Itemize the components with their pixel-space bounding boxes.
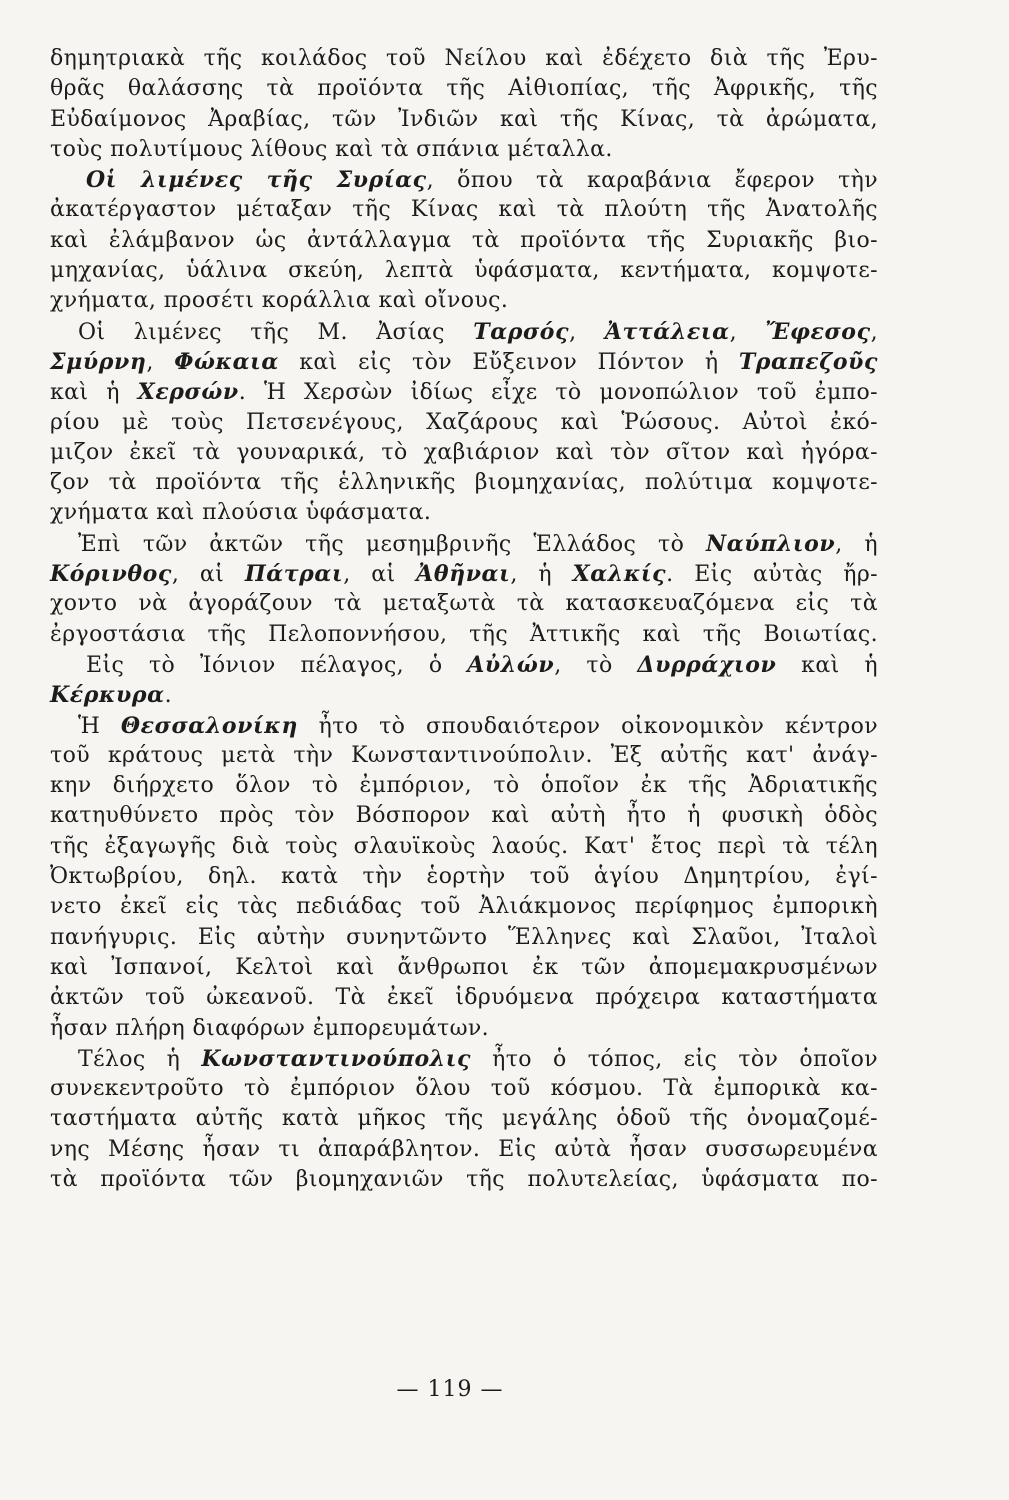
text-run: , xyxy=(569,319,605,345)
place-name: Ἔφεσος xyxy=(765,318,871,345)
text-line xyxy=(50,892,878,922)
text-run: καὶ ἡ xyxy=(776,652,878,678)
text-line xyxy=(50,650,878,680)
page-number: — 119 — xyxy=(396,1377,504,1402)
place-name: Κέρκυρα xyxy=(50,682,165,709)
text-run: Ἐπὶ τῶν ἀκτῶν τῆς μεσημβρινῆς Ἑλλάδος τὸ xyxy=(78,531,707,557)
text-run: καὶ ἡ xyxy=(50,380,138,406)
text-line xyxy=(50,923,878,953)
text-line xyxy=(50,135,878,165)
text-run: ἀκτῶν τοῦ ὠκεανοῦ. Τὰ ἐκεῖ ἱδρυόμενα πρόχειρα καταστήματα xyxy=(50,985,878,1011)
text-run: ἦσαν πλήρη διαφόρων ἐμπορευμάτων. xyxy=(50,1015,490,1041)
text-line xyxy=(50,74,878,104)
text-line xyxy=(50,983,878,1013)
text-run: νης Μέσης ἦσαν τι ἀπαράβλητον. Εἰς αὐτὰ ἦσαν συσσωρευμένα xyxy=(50,1136,878,1162)
text-run: συνεκεντροῦτο τὸ ἐμπόριον ὅλου τοῦ κόσμου. Τὰ ἐμπορικὰ κα- xyxy=(50,1076,878,1102)
text-line xyxy=(50,1104,878,1134)
text-run: δημητριακὰ τῆς κοιλάδος τοῦ Νείλου καὶ ἐδέχετο διὰ τῆς Ἐρυ- xyxy=(50,46,878,71)
text-run: καὶ ἐλάμβανον ὡς ἀντάλλαγμα τὰ προϊόντα τῆς Συριακῆς βιο- xyxy=(50,227,878,253)
text-run: , xyxy=(729,319,766,345)
text-line xyxy=(50,256,878,286)
text-run: , xyxy=(870,319,878,345)
place-name: Ἀθῆναι xyxy=(416,561,511,588)
text-line xyxy=(50,1044,878,1074)
place-name: Χερσών xyxy=(137,379,239,406)
text-run: . xyxy=(164,683,173,709)
text-run: χνήματα, προσέτι κοράλλια καὶ οἴνους. xyxy=(50,288,509,314)
text-run: χοντο νὰ ἀγοράζουν τὰ μεταξωτὰ τὰ κατασκευαζόμενα εἰς τὰ xyxy=(50,591,878,617)
text-line xyxy=(50,953,878,983)
body-text xyxy=(50,44,878,1195)
text-run: , xyxy=(146,349,175,375)
text-line xyxy=(50,832,878,862)
text-run: Οἱ λιμένες τῆς Μ. Ἀσίας xyxy=(78,319,474,345)
text-run: , ὅπου τὰ καραβάνια ἔφερον τὴν xyxy=(426,168,878,194)
text-run: τοὺς πολυτίμους λίθους καὶ τὰ σπάνια μέταλλα. xyxy=(50,136,613,162)
place-name: Δυρράχιον xyxy=(637,651,777,678)
text-line xyxy=(50,741,878,771)
text-run: ἀκατέργαστον μέταξαν τῆς Κίνας καὶ τὰ πλούτη τῆς Ἀνατολῆς xyxy=(50,197,878,223)
text-run: κην διήρχετο ὅλον τὸ ἐμπόριον, τὸ ὁποῖον ἐκ τῆς Ἀδριατικῆς xyxy=(50,773,878,799)
text-run: μιζον ἐκεῖ τὰ γουναρικά, τὸ χαβιάριον καὶ τὸν σῖτον καὶ ἠγόρα- xyxy=(50,439,878,465)
text-line xyxy=(50,771,878,801)
text-run: Ὀκτωβρίου, δηλ. κατὰ τὴν ἑορτὴν τοῦ ἁγίου Δημητρίου, ἐγί- xyxy=(50,864,878,890)
text-run: ταστήματα αὐτῆς κατὰ μῆκος τῆς μεγάλης ὁδοῦ τῆς ὀνομαζομέ- xyxy=(50,1106,878,1132)
text-line xyxy=(50,468,878,498)
text-line xyxy=(50,44,878,74)
text-run: Τέλος ἡ xyxy=(78,1046,202,1072)
text-line xyxy=(50,317,878,347)
place-name: Αὐλών xyxy=(467,651,555,678)
text-run: ζον τὰ προϊόντα τῆς ἑλληνικῆς βιομηχανίας, πολύτιμα κομψοτε- xyxy=(50,470,878,496)
text-run: , ἡ xyxy=(510,562,573,588)
place-name: Κόρινθος xyxy=(50,561,172,588)
text-line xyxy=(50,1165,878,1195)
text-line xyxy=(50,529,878,559)
text-run: τοῦ κράτους μετὰ τὴν Κωνσταντινούπολιν. Ἐξ αὐτῆς κατ' ἀνάγ- xyxy=(50,742,878,768)
text-run: . Ἡ Χερσὼν ἰδίως εἶχε τὸ μονοπώλιον τοῦ ἐμπο- xyxy=(238,380,878,406)
text-run: , αἱ xyxy=(343,562,417,588)
place-name: Σμύρνη xyxy=(50,348,147,375)
text-run: , τὸ xyxy=(554,652,638,678)
text-run: κατηυθύνετο πρὸς τὸν Βόσπορον καὶ αὐτὴ ἦτο ἡ φυσικὴ ὁδὸς xyxy=(50,803,878,829)
text-run: . Εἰς αὐτὰς ἤρ- xyxy=(666,562,879,588)
text-line xyxy=(50,105,878,135)
text-run: θρᾶς θαλάσσης τὰ προϊόντα τῆς Αἰθιοπίας, τῆς Ἀφρικῆς, τῆς xyxy=(50,76,878,102)
text-run: πανήγυρις. Εἰς αὐτὴν συνηντῶντο Ἕλληνες καὶ Σλαῦοι, Ἰταλοὶ xyxy=(50,924,878,950)
text-run: Ἡ xyxy=(78,713,121,739)
place-name: Κωνσταντινούπολις xyxy=(201,1045,472,1072)
place-name: Χαλκίς xyxy=(572,561,667,588)
text-line xyxy=(50,1014,878,1044)
text-run: ἦτο ὁ τόπος, εἰς τὸν ὁποῖον xyxy=(471,1046,878,1072)
text-line xyxy=(50,195,878,225)
text-run: χνήματα καὶ πλούσια ὑφάσματα. xyxy=(50,500,432,526)
text-run: τὰ προϊόντα τῶν βιομηχανιῶν τῆς πολυτελείας, ὑφάσματα πο- xyxy=(50,1166,878,1192)
text-line xyxy=(50,711,878,741)
place-name: Πάτραι xyxy=(244,561,344,588)
text-run: τῆς ἐξαγωγῆς διὰ τοὺς σλαυϊκοὺς λαούς. Κατ' ἔτος περὶ τὰ τέλη xyxy=(50,833,878,859)
text-run: , ἡ xyxy=(835,531,878,557)
text-line xyxy=(50,559,878,589)
place-name: Οἱ λιμένες τῆς Συρίας xyxy=(86,167,427,194)
place-name: Ταρσός xyxy=(473,318,570,345)
text-line xyxy=(50,226,878,256)
text-line xyxy=(50,620,878,650)
text-run: καὶ Ἰσπανοί, Κελτοὶ καὶ ἄνθρωποι ἐκ τῶν ἀπομεμακρυσμένων xyxy=(50,954,878,980)
text-line xyxy=(50,438,878,468)
text-run: ἦτο τὸ σπουδαιότερον οἰκονομικὸν κέντρον xyxy=(297,713,878,739)
text-run: Εὐδαίμονος Ἀραβίας, τῶν Ἰνδιῶν καὶ τῆς Κίνας, τὰ ἀρώματα, xyxy=(50,106,878,132)
text-line xyxy=(50,498,878,528)
text-line xyxy=(50,408,878,438)
text-line xyxy=(50,347,878,377)
text-run: μηχανίας, ὑάλινα σκεύη, λεπτὰ ὑφάσματα, κεντήματα, κομψοτε- xyxy=(50,258,878,284)
text-run: ἐργοστάσια τῆς Πελοποννήσου, τῆς Ἀττικῆς καὶ τῆς Βοιωτίας. xyxy=(50,621,878,647)
text-line xyxy=(50,1135,878,1165)
text-line xyxy=(50,589,878,619)
place-name: Ναύπλιον xyxy=(706,530,836,557)
place-name: Φώκαια xyxy=(174,348,279,375)
text-line xyxy=(50,165,878,195)
text-line xyxy=(50,377,878,407)
text-line xyxy=(50,680,878,710)
text-line xyxy=(50,286,878,316)
place-name: Θεσσαλονίκη xyxy=(120,712,298,739)
text-run: Εἰς τὸ Ἰόνιον πέλαγος, ὁ xyxy=(86,652,468,678)
text-line xyxy=(50,862,878,892)
text-run: καὶ εἰς τὸν Εὔξεινον Πόντον ἡ xyxy=(278,349,739,375)
text-line xyxy=(50,801,878,831)
text-run: νετο ἐκεῖ εἰς τὰς πεδιάδας τοῦ Ἀλιάκμονος περίφημος ἐμπορικὴ xyxy=(50,894,878,920)
place-name: Ἀττάλεια xyxy=(604,318,730,345)
place-name: Τραπεζοῦς xyxy=(738,348,878,375)
text-line xyxy=(50,1074,878,1104)
text-run: , αἱ xyxy=(171,562,245,588)
text-run: ρίου μὲ τοὺς Πετσενέγους, Χαζάρους καὶ Ῥώσους. Αὐτοὶ ἐκό- xyxy=(50,409,878,435)
